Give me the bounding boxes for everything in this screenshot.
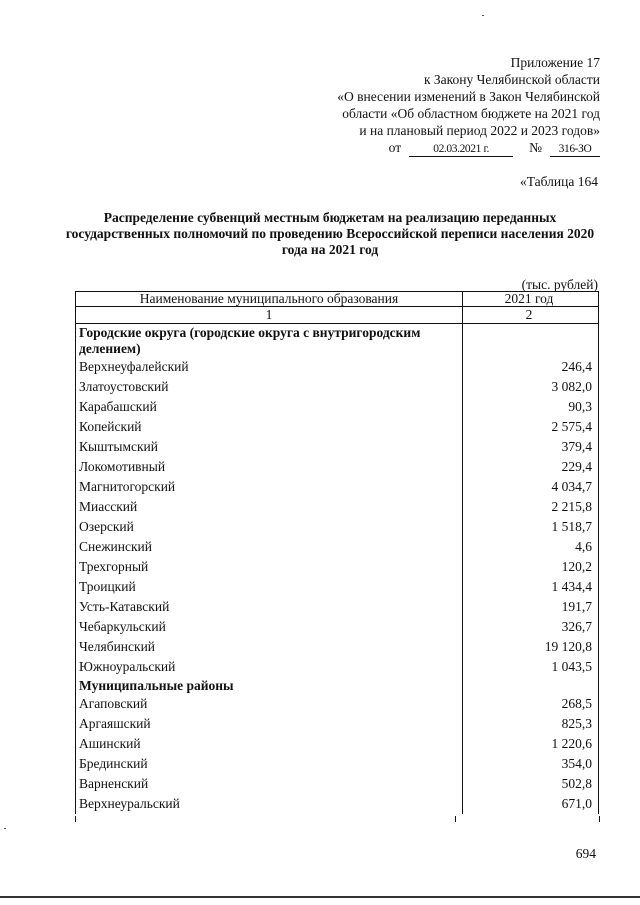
municipality-name: Верхнеуральский [76,794,463,814]
law-date: 02.03.2021 г. [409,143,513,157]
table-row [76,774,599,794]
municipality-name: Чебаркульский [76,617,463,637]
amount-2021: 1 043,5 [463,657,599,677]
table-row [76,734,599,754]
municipality-name: Верхнеуфалейский [76,357,463,377]
municipality-name: Магнитогорский [76,477,463,497]
amount-2021: 246,4 [463,357,599,377]
municipality-name: Кыштымский [76,437,463,457]
municipality-name: Трехгорный [76,557,463,577]
table-row [76,657,599,677]
amount-2021: 90,3 [463,397,599,417]
section-header-row [76,324,599,358]
header-line-4: области «Об областном бюджете на 2021 год [342,106,600,121]
table-row [76,457,599,477]
amount-2021: 191,7 [463,597,599,617]
scan-speck [4,828,6,829]
municipality-name: Усть-Катавский [76,597,463,617]
municipality-name: Южноуральский [76,657,463,677]
column-number-1: 1 [76,307,463,324]
amount-2021: 229,4 [463,457,599,477]
municipality-name: Миасский [76,497,463,517]
table-row [76,417,599,437]
table-row [76,597,599,617]
municipality-name: Снежинский [76,537,463,557]
municipality-name: Брединский [76,754,463,774]
municipality-name: Агаповский [76,694,463,714]
table-row [76,617,599,637]
amount-2021: 268,5 [463,694,599,714]
amount-2021: 2 575,4 [463,417,599,437]
table-row [76,577,599,597]
amount-2021: 671,0 [463,794,599,814]
page-title: Распределение субвенций местным бюджетам на реализацию переданных государственных полномочий по проведению Всероссийской переписи населения 2020 года на 2021 год [65,210,595,257]
table-column-number-row [76,307,599,324]
table-row [76,694,599,714]
header-line-3: «О внесении изменений в Закон Челябинской [337,89,600,104]
table-header-row [76,292,599,307]
from-label: от [388,140,402,155]
table-row [76,517,599,537]
column-number-2: 2 [463,307,599,324]
table-row [76,794,599,814]
section-header-row [76,677,599,694]
section-header: Городские округа (городские округа с внутригородским делением) [76,324,463,358]
amount-2021: 120,2 [463,557,599,577]
table-row [76,714,599,734]
section-header: Муниципальные районы [76,677,463,694]
column-header-name: Наименование муниципального образования [76,292,463,307]
table-row [76,497,599,517]
scan-speck [482,15,484,16]
table-row [76,397,599,417]
table-row [76,637,599,657]
table-row [76,537,599,557]
amount-2021: 19 120,8 [463,637,599,657]
amount-2021: 2 215,8 [463,497,599,517]
municipality-name: Карабашский [76,397,463,417]
table-label: «Таблица 164 [520,174,598,189]
municipality-name: Аргаяшский [76,714,463,734]
subventions-table [75,291,599,814]
amount-2021: 1 518,7 [463,517,599,537]
table-row [76,477,599,497]
amount-2021: 1 434,4 [463,577,599,597]
appendix-header [270,54,600,157]
municipality-name: Локомотивный [76,457,463,477]
amount-2021: 4,6 [463,537,599,557]
amount-2021: 326,7 [463,617,599,637]
table-row [76,754,599,774]
law-date-number [270,139,600,157]
municipality-name: Челябинский [76,637,463,657]
municipality-name: Копейский [76,417,463,437]
municipality-name: Варненский [76,774,463,794]
page-number: 694 [575,846,596,861]
table-row [76,557,599,577]
municipality-name: Златоустовский [76,377,463,397]
amount-2021: 502,8 [463,774,599,794]
table-row [76,377,599,397]
table-row [76,437,599,457]
number-label: № [529,140,542,155]
header-line-1: Приложение 17 [510,55,600,70]
amount-2021: 4 034,7 [463,477,599,497]
table-row [76,357,599,377]
amount-2021: 825,3 [463,714,599,734]
amount-2021: 354,0 [463,754,599,774]
law-number: 316-ЗО [550,143,600,157]
table-continuation [75,816,600,822]
municipality-name: Озерский [76,517,463,537]
bottom-edge-line [0,896,640,898]
municipality-name: Троицкий [76,577,463,597]
header-line-2: к Закону Челябинской области [423,72,600,87]
amount-2021: 1 220,6 [463,734,599,754]
units-note: (тыс. рублей) [521,277,598,292]
header-line-5: и на плановый период 2022 и 2023 годов» [359,123,600,138]
column-header-year: 2021 год [463,292,599,307]
municipality-name: Ашинский [76,734,463,754]
amount-2021: 379,4 [463,437,599,457]
amount-2021: 3 082,0 [463,377,599,397]
